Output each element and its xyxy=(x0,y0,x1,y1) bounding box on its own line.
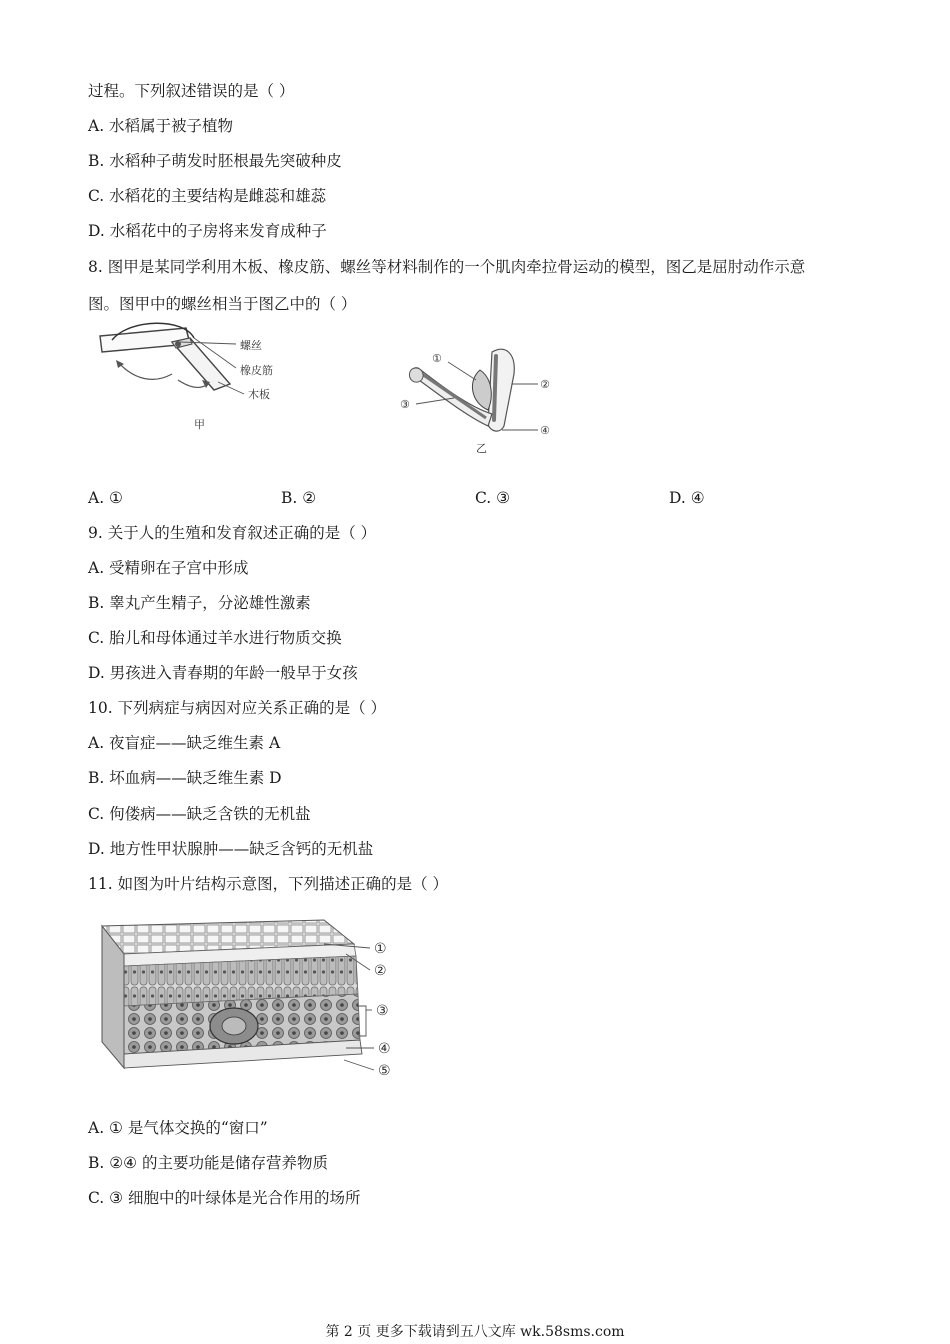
q9-stem: 9. 关于人的生殖和发育叙述正确的是（ ） xyxy=(88,524,377,542)
page-footer: 第 2 页 更多下载请到五八文库 wk.58sms.com xyxy=(325,1324,625,1340)
q9-option-a: A. 受精卵在子宫中形成 xyxy=(88,559,249,577)
q10-option-d: D. 地方性甲状腺肿——缺乏含钙的无机盐 xyxy=(88,840,374,858)
q11-fig-label-2: ② xyxy=(374,963,387,979)
q8-fig-a-label-board: 木板 xyxy=(248,388,270,401)
q11-fig-label-4: ④ xyxy=(378,1041,391,1057)
q8-fig-b-label-1: ① xyxy=(432,352,442,365)
q8-figure-elbow xyxy=(396,340,568,460)
q11-fig-label-1: ① xyxy=(374,941,387,957)
q11-option-b: B. ②④ 的主要功能是储存营养物质 xyxy=(88,1154,328,1172)
q7-option-c: C. 水稻花的主要结构是雌蕊和雄蕊 xyxy=(88,187,327,205)
q11-option-a: A. ① 是气体交换的“窗口” xyxy=(88,1119,268,1137)
q8-fig-b-label-3: ③ xyxy=(400,398,410,411)
q11-fig-label-3: ③ xyxy=(376,1003,389,1019)
q8-figure-model xyxy=(94,322,304,434)
q10-option-b: B. 坏血病——缺乏维生素 D xyxy=(88,769,282,787)
q7-option-b: B. 水稻种子萌发时胚根最先突破种皮 xyxy=(88,152,342,170)
q8-option-c: C. ③ xyxy=(475,489,511,507)
q8-fig-b-caption: 乙 xyxy=(476,442,487,455)
q10-option-c: C. 佝偻病——缺乏含铁的无机盐 xyxy=(88,805,311,823)
q8-fig-b-label-4: ④ xyxy=(540,424,550,437)
q9-option-c: C. 胎儿和母体通过羊水进行物质交换 xyxy=(88,629,342,647)
q8-fig-a-label-rubber: 橡皮筋 xyxy=(240,364,273,377)
q11-option-c: C. ③ 细胞中的叶绿体是光合作用的场所 xyxy=(88,1189,361,1207)
q11-stem: 11. 如图为叶片结构示意图，下列描述正确的是（ ） xyxy=(88,875,449,893)
q8-stem-line1: 8. 图甲是某同学利用木板、橡皮筋、螺丝等材料制作的一个肌肉牵拉骨运动的模型，图乙是屈肘动作示意 xyxy=(88,258,806,276)
q8-fig-a-label-screw: 螺丝 xyxy=(240,339,262,352)
q10-stem: 10. 下列病症与病因对应关系正确的是（ ） xyxy=(88,699,387,717)
q8-option-d: D. ④ xyxy=(669,489,705,507)
q9-option-d: D. 男孩进入青春期的年龄一般早于女孩 xyxy=(88,664,358,682)
q8-fig-a-caption: 甲 xyxy=(194,418,205,431)
q10-option-a: A. 夜盲症——缺乏维生素 A xyxy=(88,734,281,752)
q7-option-d: D. 水稻花中的子房将来发育成种子 xyxy=(88,222,327,240)
q8-option-a: A. ① xyxy=(88,489,123,507)
q8-option-b: B. ② xyxy=(281,489,317,507)
q7-stem-tail: 过程。下列叙述错误的是（ ） xyxy=(88,82,295,100)
q11-fig-label-5: ⑤ xyxy=(378,1063,391,1079)
q11-figure-leaf xyxy=(94,914,424,1094)
q7-option-a: A. 水稻属于被子植物 xyxy=(88,117,234,135)
q8-stem-line2: 图。图甲中的螺丝相当于图乙中的（ ） xyxy=(88,295,357,313)
q8-fig-b-label-2: ② xyxy=(540,378,550,391)
q9-option-b: B. 睾丸产生精子，分泌雄性激素 xyxy=(88,594,311,612)
